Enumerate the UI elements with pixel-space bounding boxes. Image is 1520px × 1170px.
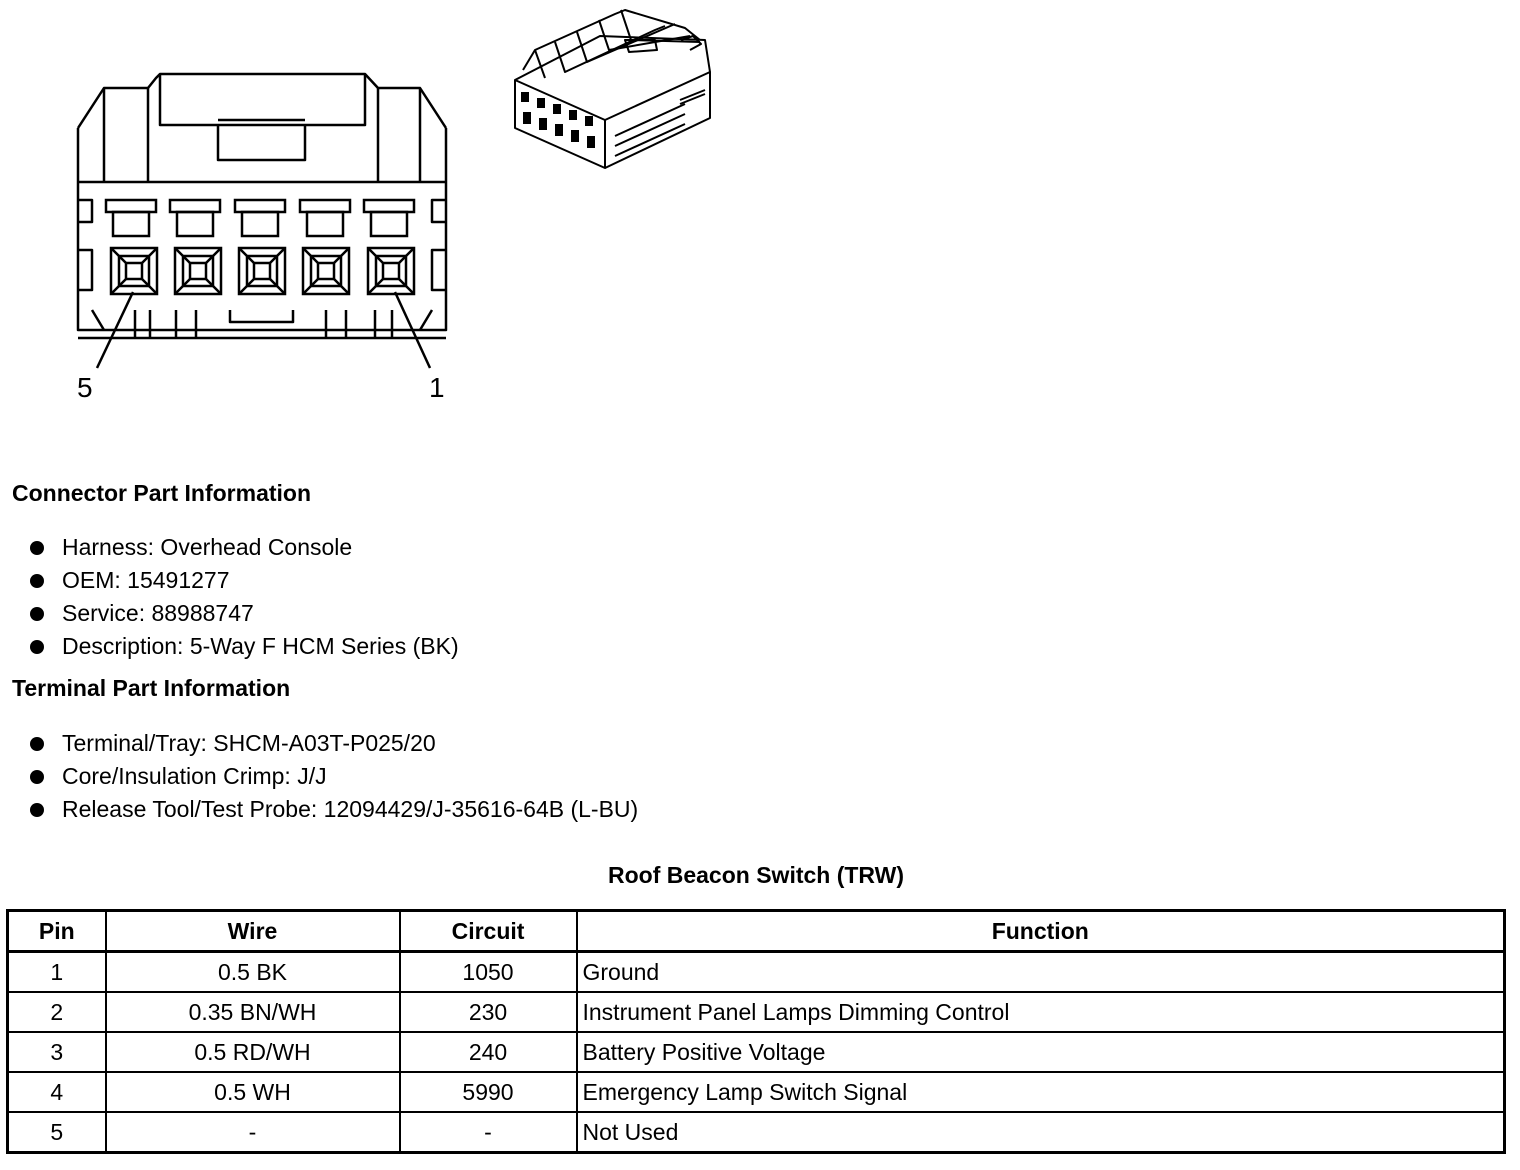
pin-cavity-3 [239,248,285,294]
list-item: Service: 88988747 [30,597,459,630]
table-row [8,1072,1505,1112]
bullet-icon [30,770,44,784]
pin-label-5: 5 [77,372,93,403]
pin-cavity-5 [111,248,157,294]
circuit-cell: 230 [400,992,577,1032]
function-cell: Battery Positive Voltage [577,1032,1505,1072]
circuit-cell: 5990 [400,1072,577,1112]
circuit-cell: 1050 [400,952,577,993]
connector-part-info-list [30,531,459,663]
wire-cell: - [106,1112,400,1153]
latch-window [300,200,350,236]
pin-table-title: Roof Beacon Switch (TRW) [607,862,904,888]
table-row [8,1032,1505,1072]
wire-cell: 0.5 RD/WH [106,1032,400,1072]
function-cell: Instrument Panel Lamps Dimming Control [577,992,1505,1032]
pin-cell: 2 [8,992,106,1032]
bullet-icon [30,803,44,817]
bullet-icon [30,541,44,555]
terminal-part-info-list [30,727,638,826]
column-header-wire: Wire [106,911,400,952]
list-item: OEM: 15491277 [30,564,459,597]
pin-cell: 1 [8,952,106,993]
list-item: Harness: Overhead Console [30,531,459,564]
connector-face-diagram [0,0,470,410]
function-cell: Emergency Lamp Switch Signal [577,1072,1505,1112]
terminal-part-info-heading: Terminal Part Information [12,675,291,701]
table-row [8,992,1505,1032]
list-item: Release Tool/Test Probe: 12094429/J-35616-64B (L-BU) [30,793,638,826]
bullet-icon [30,737,44,751]
connector-isometric-view [505,0,720,175]
list-item: Description: 5-Way F HCM Series (BK) [30,630,459,663]
column-header-circuit: Circuit [400,911,577,952]
bullet-icon [30,640,44,654]
column-header-pin: Pin [8,911,106,952]
pin-cavity-1 [368,248,414,294]
wire-cell: 0.5 WH [106,1072,400,1112]
pin-label-1: 1 [429,372,445,403]
pin-cell: 3 [8,1032,106,1072]
table-row [8,952,1505,993]
wire-cell: 0.5 BK [106,952,400,993]
bullet-icon [30,574,44,588]
latch-window [235,200,285,236]
circuit-cell: - [400,1112,577,1153]
connector-part-info-heading: Connector Part Information [12,480,312,506]
bullet-icon [30,607,44,621]
pin-cell: 4 [8,1072,106,1112]
function-cell: Not Used [577,1112,1505,1153]
circuit-cell: 240 [400,1032,577,1072]
pin-cell: 5 [8,1112,106,1153]
wire-cell: 0.35 BN/WH [106,992,400,1032]
pin-cavity-4 [175,248,221,294]
function-cell: Ground [577,952,1505,993]
table-row [8,1112,1505,1153]
latch-window [364,200,414,236]
list-item: Terminal/Tray: SHCM-A03T-P025/20 [30,727,638,760]
latch-window [106,200,156,236]
list-item: Core/Insulation Crimp: J/J [30,760,638,793]
column-header-function: Function [577,911,1505,952]
pin-table [6,909,1506,1154]
pin-cavity-2 [303,248,349,294]
table-header-row [8,911,1505,952]
latch-window [170,200,220,236]
